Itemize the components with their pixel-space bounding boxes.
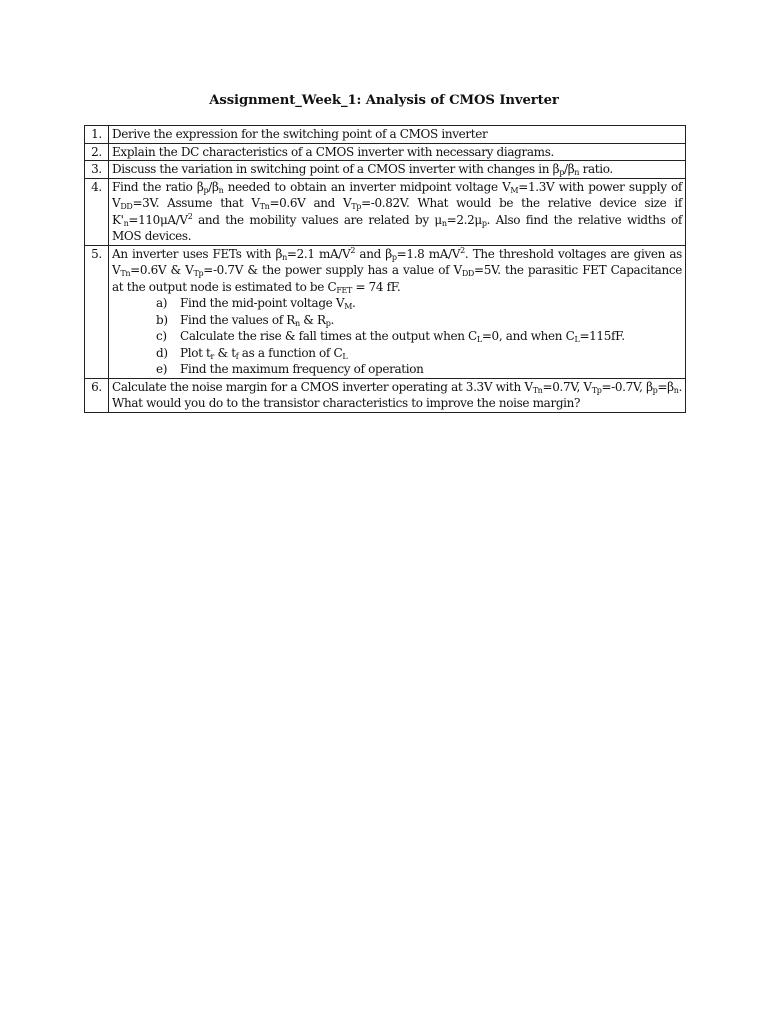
question-text: Derive the expression for the switching point of a CMOS inverter (109, 126, 686, 144)
question-number: 3. (85, 161, 109, 179)
sub-question-text: Plot $t_r$ & $t_f$ as a function of $C_L$ (180, 345, 348, 361)
subscript: DD (120, 202, 133, 211)
superscript: 2 (460, 245, 465, 255)
sub-question-text: Calculate the rise & fall times at the output when $C_L=0$, and when $C_L=115fF$. (180, 329, 625, 344)
subscript: p (391, 252, 397, 262)
question-row (85, 378, 686, 412)
subscript: r (210, 351, 214, 361)
sub-question-text: Find the values of $R_n$ & $R_p$. (180, 312, 334, 328)
subscript: Tp (193, 269, 204, 278)
sub-question (156, 345, 682, 362)
sub-question-text: Find the maximum frequency of operation (180, 362, 424, 376)
sub-question-label: a) (156, 296, 168, 310)
question-text: Find the ratio $\beta_p/\beta_n$ needed to obtain an inverter midpoint voltage $V_M=1.3V$ with power supply of $V_{DD}=3V$. Assume that $V_{Tn}=0.6V$ and $V_{Tp}=-0.82V$. What would be the relative device size if $K'_n=110\mu A/V^2$ and the mobility values are related by $\mu_n=2.2\mu_p$. Also find the relative widths of MOS devices. (109, 178, 686, 245)
subscript: p (559, 168, 565, 177)
question-number: 5. (85, 245, 109, 378)
question-text: Discuss the variation in switching point of a CMOS inverter with changes in $\beta_p/\beta_n$ ratio. (109, 161, 686, 179)
sub-question (156, 328, 682, 345)
subscript: n (123, 218, 129, 228)
subscript: L (476, 335, 482, 344)
question-row (85, 178, 686, 245)
subscript: p (652, 385, 658, 395)
subscript: Tp (351, 202, 362, 211)
subscript: L (342, 351, 348, 361)
superscript: 2 (187, 211, 193, 221)
question-cell (109, 245, 686, 378)
question-number: 2. (85, 143, 109, 161)
sub-question (156, 295, 682, 312)
question-number: 1. (85, 126, 109, 144)
sub-question-label: b) (156, 312, 168, 327)
subscript: n (218, 185, 224, 195)
page-title: Assignment_Week_1: Analysis of CMOS Inverter (209, 93, 559, 108)
question-row (85, 161, 686, 179)
subscript: p (203, 185, 209, 195)
subscript: DD (461, 269, 474, 278)
subscript: n (441, 218, 447, 228)
subscript: p (481, 218, 487, 228)
subscript: n (294, 318, 300, 328)
question-number: 6. (85, 378, 109, 412)
question-text: Calculate the noise margin for a CMOS inverter operating at 3.3V with $V_{Tn}=0.7V$, $V_{Tp}=-0.7V$, $\beta_p=\beta_n$. What would you do to the transistor characteristics to improve the noise margin? (109, 378, 686, 412)
superscript: 2 (350, 245, 356, 255)
subscript: L (574, 335, 580, 344)
question-row (85, 143, 686, 161)
subscript: p (325, 318, 331, 328)
subscript: M (344, 302, 353, 311)
sub-question (156, 312, 682, 329)
sub-question (156, 361, 682, 378)
subscript: n (673, 385, 679, 395)
subscript: M (510, 185, 519, 195)
question-number: 4. (85, 178, 109, 245)
subscript: Tn (120, 269, 131, 278)
question-row (85, 245, 686, 378)
sub-question-list (112, 295, 682, 378)
sub-question-label: d) (156, 345, 168, 360)
subscript: Tp (591, 385, 602, 395)
subscript: FET (336, 285, 352, 295)
question-text: An inverter uses FETs with $\beta_n=2.1$ $mA/V^2$ and $\beta_p=1.8$ $mA/V^2$. The threshold voltages are given as $V_{Tn}=0.6V$ & $V_{Tp}=-0.7V$ & the power supply has a value of $V_{DD}=5V$. the parasitic FET Capacitance at the output node is estimated to be $C_{FET} = 74$ fF. (112, 245, 682, 295)
subscript: n (574, 168, 580, 177)
subscript: Tn (532, 385, 543, 395)
question-row (85, 126, 686, 144)
subscript: n (282, 252, 287, 262)
sub-question-label: c) (156, 329, 167, 343)
question-text: Explain the DC characteristics of a CMOS inverter with necessary diagrams. (109, 143, 686, 161)
subscript: f (235, 351, 239, 361)
assignment-table (84, 125, 686, 413)
sub-question-text: Find the mid-point voltage $V_M$. (180, 296, 356, 311)
subscript: Tn (259, 202, 270, 211)
sub-question-label: e) (156, 362, 168, 376)
